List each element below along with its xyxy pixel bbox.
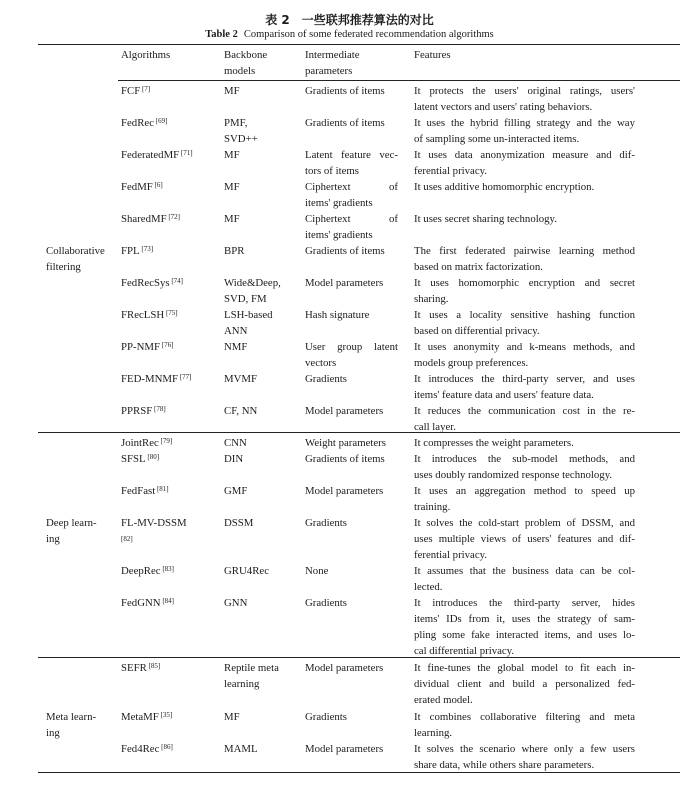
algorithm-label: PPRSF	[121, 405, 153, 417]
algorithm-name	[121, 211, 180, 227]
backbone-model: MVMF	[224, 373, 258, 385]
backbone-model: GNN	[224, 597, 248, 609]
algorithm-name	[121, 179, 163, 195]
citation-ref: [82]	[121, 535, 133, 543]
citation-ref: [86]	[159, 743, 173, 751]
intermediate-parameters: None	[305, 565, 329, 577]
intermediate-parameters: Gradients	[305, 711, 347, 723]
category-label: Collaborative filtering	[46, 245, 105, 273]
intermediate-parameters: Gradients of items	[305, 453, 385, 465]
algorithm-label: Fed4Rec	[121, 743, 160, 755]
header-algorithms: Algorithms	[121, 49, 171, 61]
intermediate-parameters: Ciphertext of items' gradients	[305, 181, 398, 209]
intermediate-parameters: Model parameters	[305, 743, 384, 755]
algorithm-label: PP-NMF	[121, 341, 161, 353]
intermediate-parameters: User group latent vectors	[305, 341, 398, 369]
algorithm-label: FedRec	[121, 117, 154, 129]
algorithm-name	[121, 339, 173, 355]
citation-ref: [80]	[145, 453, 160, 461]
citation-ref: [69]	[153, 117, 168, 125]
algorithm-name	[121, 371, 191, 387]
feature-description: It uses anonymity and k-means methods, and models group preferences.	[414, 341, 635, 369]
backbone-model: Wide&Deep, SVD, FM	[224, 277, 281, 305]
citation-ref: [72]	[166, 213, 181, 221]
algorithm-name	[121, 515, 187, 547]
top-rule	[38, 44, 680, 45]
citation-ref: [35]	[158, 711, 173, 719]
algorithm-name	[121, 660, 160, 676]
feature-description: It uses the hybrid filling strategy and the way of sampling some un-interacted items.	[414, 117, 635, 145]
algorithm-label: SharedMF	[121, 213, 167, 225]
citation-ref: [77]	[178, 373, 192, 381]
feature-description: It solves the scenario where only a few users share data, while others share parameters.	[414, 743, 635, 771]
citation-ref: [74]	[169, 277, 184, 285]
algorithm-name	[121, 83, 150, 99]
citation-ref: [83]	[160, 565, 174, 573]
feature-description: It compresses the weight parameters.	[414, 437, 574, 449]
header-features: Features	[414, 49, 451, 61]
table-label: Table 2	[205, 29, 238, 40]
algorithm-label: FedMF	[121, 181, 153, 193]
algorithm-label: FedGNN	[121, 597, 161, 609]
algorithm-name	[121, 115, 167, 131]
feature-description: It assumes that the business data can be col- lected.	[414, 565, 635, 593]
backbone-model: MF	[224, 85, 240, 97]
citation-ref: [7]	[140, 85, 151, 93]
algorithm-label: FL-MV-DSSM	[121, 517, 187, 529]
backbone-model: GMF	[224, 485, 248, 497]
intermediate-parameters: Ciphertext of items' gradients	[305, 213, 398, 241]
algorithm-label: FedRecSys	[121, 277, 170, 289]
backbone-model: PMF, SVD++	[224, 117, 258, 145]
feature-description: It fine-tunes the global model to fit each in- dividual client and build a personalized fed- erated model.	[414, 662, 635, 706]
table-caption	[0, 29, 699, 40]
intermediate-parameters: Gradients of items	[305, 245, 385, 257]
backbone-model: NMF	[224, 341, 248, 353]
backbone-model: BPR	[224, 245, 245, 257]
backbone-model: MAML	[224, 743, 258, 755]
algorithm-name	[121, 741, 173, 757]
feature-description: It reduces the communication cost in the re- call layer.	[414, 405, 635, 433]
citation-ref: [81]	[155, 485, 169, 493]
algorithm-label: FederatedMF	[121, 149, 180, 161]
algorithm-label: JointRec	[121, 437, 159, 449]
algorithm-label: FCF	[121, 85, 141, 97]
feature-description: It solves the cold-start problem of DSSM, and uses multiple views of users' features and dif- ferential privacy.	[414, 517, 635, 561]
algorithm-name	[121, 483, 169, 499]
algorithm-label: DeepRec	[121, 565, 161, 577]
algorithm-label: MetaMF	[121, 711, 159, 723]
category-label: Meta learn- ing	[46, 711, 97, 739]
feature-description: It combines collaborative filtering and meta learning.	[414, 711, 635, 739]
citation-ref: [85]	[146, 662, 161, 670]
citation-ref: [76]	[160, 341, 174, 349]
algorithm-name	[121, 451, 159, 467]
feature-description: It introduces the third-party server, hides items' IDs from it, uses the strategy of sam- pling some fake interacted items, and uses lo- cal differential privacy.	[414, 597, 635, 657]
citation-ref: [73]	[139, 245, 154, 253]
feature-description: It uses an aggregation method to speed up training.	[414, 485, 635, 513]
algorithm-name	[121, 403, 166, 419]
algorithm-name	[121, 595, 174, 611]
intermediate-parameters: Gradients of items	[305, 117, 385, 129]
intermediate-parameters: Weight parameters	[305, 437, 386, 449]
feature-description: The first federated pairwise learning method based on matrix factorization.	[414, 245, 635, 273]
backbone-model: GRU4Rec	[224, 565, 269, 577]
algorithm-name	[121, 709, 172, 725]
citation-ref: [84]	[160, 597, 175, 605]
feature-description: It uses homomorphic encryption and secret sharing.	[414, 277, 635, 305]
intermediate-parameters: Hash signature	[305, 309, 370, 321]
table-caption-text: Comparison of some federated recommendation algorithms	[243, 29, 494, 40]
backbone-model: CNN	[224, 437, 247, 449]
backbone-model: MF	[224, 181, 240, 193]
header-intermediate: Intermediate parameters	[305, 49, 360, 77]
backbone-model: Reptile meta learning	[224, 662, 279, 690]
algorithm-name	[121, 275, 183, 291]
feature-description: It uses secret sharing technology.	[414, 213, 557, 225]
table-caption-cn: 表 2 一些联邦推荐算法的对比	[265, 13, 434, 27]
algorithm-name	[121, 243, 153, 259]
algorithm-name	[121, 435, 172, 451]
intermediate-parameters: Gradients	[305, 597, 347, 609]
intermediate-parameters: Model parameters	[305, 405, 384, 417]
algorithm-name	[121, 563, 174, 579]
algorithm-label: SEFR	[121, 662, 147, 674]
intermediate-parameters: Model parameters	[305, 662, 384, 674]
algorithm-label: FedFast	[121, 485, 156, 497]
intermediate-parameters: Gradients	[305, 373, 347, 385]
backbone-model: DIN	[224, 453, 244, 465]
intermediate-parameters: Gradients	[305, 517, 347, 529]
header-rule	[118, 80, 680, 81]
feature-description: It uses additive homomorphic encryption.	[414, 181, 595, 193]
backbone-model: MF	[224, 711, 240, 723]
intermediate-parameters: Model parameters	[305, 485, 384, 497]
feature-description: It introduces the sub-model methods, and uses doubly randomized response technology.	[414, 453, 635, 481]
feature-description: It uses data anonymization measure and dif- ferential privacy.	[414, 149, 635, 177]
intermediate-parameters: Model parameters	[305, 277, 384, 289]
backbone-model: LSH-based ANN	[224, 309, 273, 337]
header-backbone: Backbone models	[224, 49, 268, 77]
citation-ref: [79]	[158, 437, 173, 445]
backbone-model: MF	[224, 213, 240, 225]
algorithm-label: FPL	[121, 245, 140, 257]
citation-ref: [78]	[152, 405, 166, 413]
citation-ref: [6]	[152, 181, 163, 189]
feature-description: It uses a locality sensitive hashing function based on differential privacy.	[414, 309, 635, 337]
intermediate-parameters: Gradients of items	[305, 85, 385, 97]
backbone-model: MF	[224, 149, 240, 161]
algorithm-name	[121, 307, 178, 323]
algorithm-label: FED-MNMF	[121, 373, 178, 385]
algorithm-name	[121, 147, 193, 163]
feature-description: It introduces the third-party server, and uses items' feature data and users' feature data.	[414, 373, 635, 401]
category-label: Deep learn- ing	[46, 517, 97, 545]
feature-description: It protects the users' original ratings, users' latent vectors and users' rating behaviors.	[414, 85, 635, 113]
citation-ref: [75]	[164, 309, 178, 317]
citation-ref: [71]	[179, 149, 193, 157]
intermediate-parameters: Latent feature vec- tors of items	[305, 149, 398, 177]
algorithm-label: SFSL	[121, 453, 146, 465]
backbone-model: CF, NN	[224, 405, 258, 417]
algorithm-label: FRecLSH	[121, 309, 165, 321]
backbone-model: DSSM	[224, 517, 254, 529]
